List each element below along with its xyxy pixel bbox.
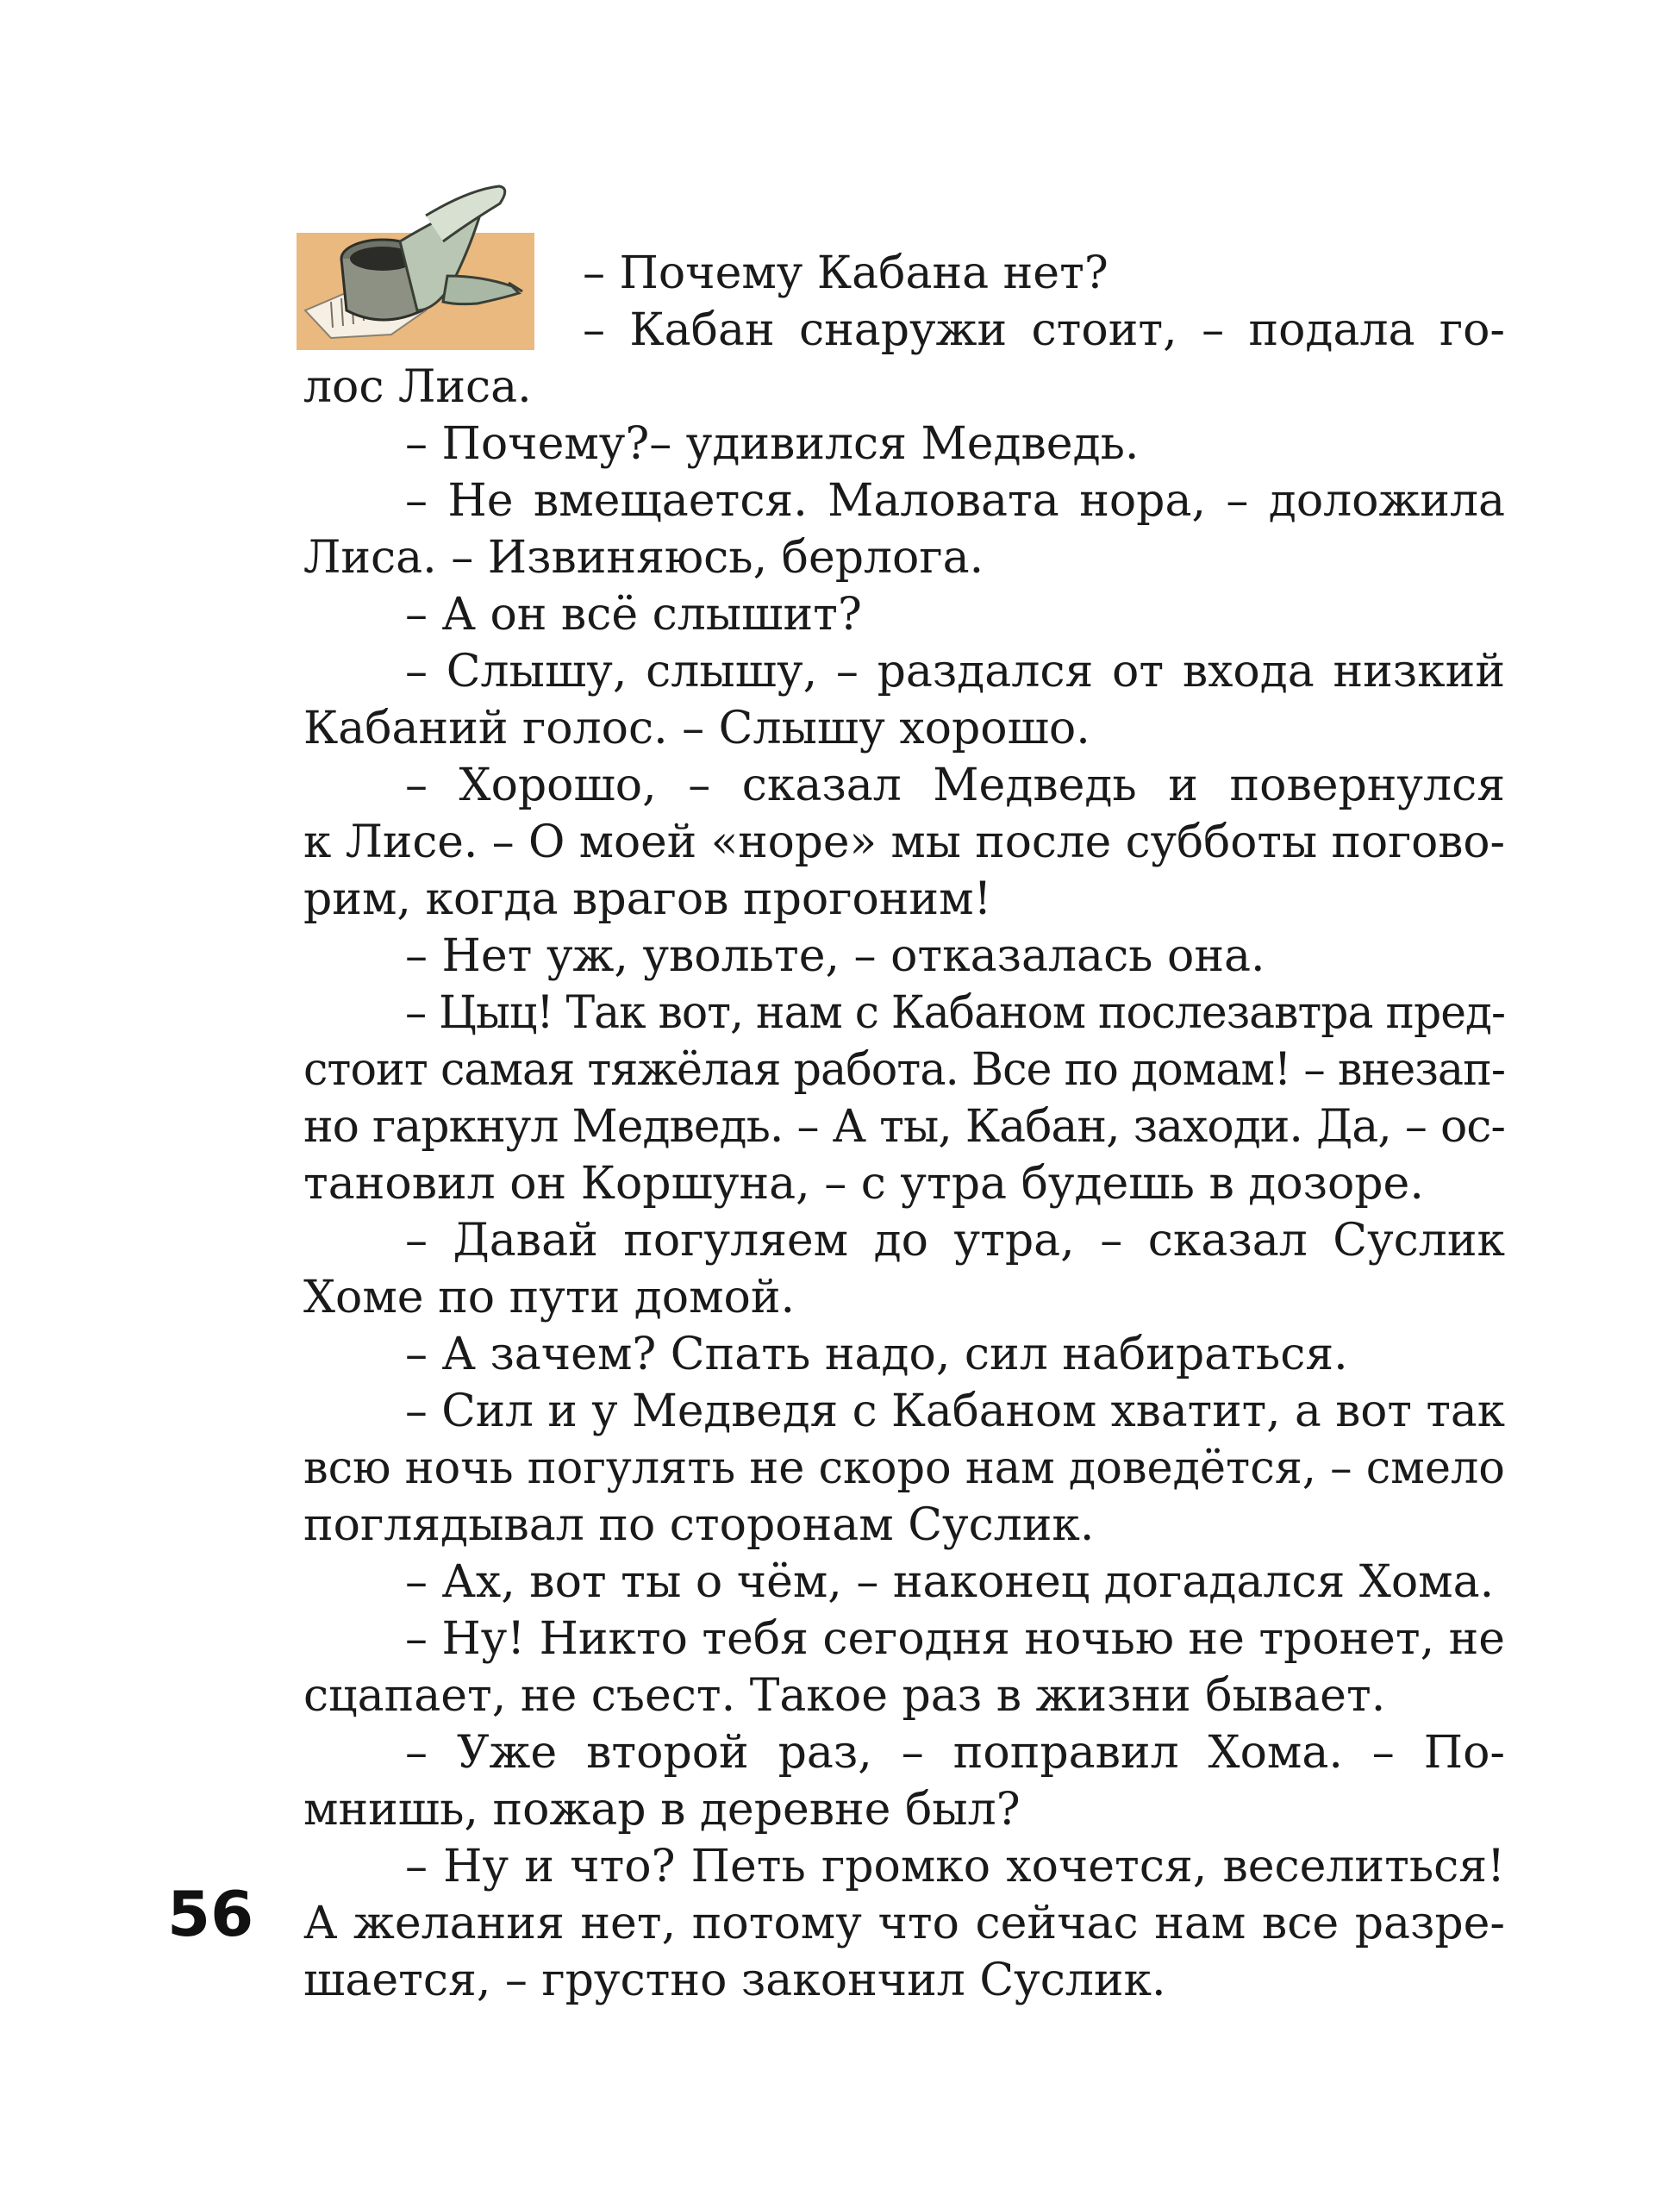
text-line: сцапает, не съест. Такое раз в жизни бывает.: [303, 1670, 1386, 1722]
text-line: – Нет уж, увольте, – отказалась она.: [405, 930, 1265, 982]
text-line: но гаркнул Медведь. – А ты, Кабан, заходи. Да, – ос-: [303, 1101, 1505, 1153]
text-line: Хоме по пути домой.: [303, 1272, 796, 1323]
text-line: – Слышу, слышу, – раздался от входа низкий: [405, 646, 1505, 698]
text-line: поглядывал по сторонам Суслик.: [303, 1499, 1095, 1551]
text-line: стоит самая тяжёлая работа. Все по домам! – внезап-: [303, 1044, 1506, 1096]
text-line: – Почему Кабана нет?: [583, 247, 1109, 299]
text-line: мнишь, пожар в деревне был?: [303, 1784, 1021, 1836]
text-line: лос Лиса.: [303, 361, 532, 413]
text-line: – Цыц! Так вот, нам с Кабаном послезавтра пред-: [405, 987, 1505, 1039]
text-line: – А он всё слышит?: [405, 589, 862, 641]
text-line: – Сил и у Медведя с Кабаном хватит, а вот так: [405, 1386, 1505, 1437]
inkwell-quill-paper-icon: [297, 181, 534, 350]
text-line: – Давай погуляем до утра, – сказал Суслик: [405, 1215, 1505, 1267]
text-line: Кабаний голос. – Слышу хорошо.: [303, 703, 1090, 754]
page-number: 56: [167, 1878, 254, 1950]
text-line: – А зачем? Спать надо, сил набираться.: [405, 1329, 1348, 1380]
text-line: рим, когда врагов прогоним!: [303, 873, 992, 925]
text-line: всю ночь погулять не скоро нам доведётся, – смело: [303, 1442, 1505, 1494]
text-line: А желания нет, потому что сейчас нам все разре-: [303, 1898, 1505, 1949]
text-line: – Ну и что? Петь громко хочется, веселиться!: [405, 1841, 1505, 1892]
text-line: – Кабан снаружи стоит, – подала го-: [583, 304, 1505, 356]
text-line: – Не вмещается. Маловата нора, – доложила: [405, 475, 1505, 527]
text-line: к Лисе. – О моей «норе» мы после субботы погово-: [303, 816, 1505, 868]
text-line: шается, – грустно закончил Суслик.: [303, 1955, 1166, 2006]
text-line: – Ну! Никто тебя сегодня ночью не тронет, не: [405, 1613, 1505, 1665]
text-line: – Уже второй раз, – поправил Хома. – По-: [405, 1727, 1505, 1779]
text-line: – Ах, вот ты о чём, – наконец догадался Хома.: [405, 1556, 1495, 1608]
text-line: Лиса. – Извиняюсь, берлога.: [303, 532, 984, 584]
text-line: тановил он Коршуна, – с утра будешь в дозоре.: [303, 1158, 1424, 1210]
text-line: – Хорошо, – сказал Медведь и повернулся: [405, 760, 1505, 811]
text-line: – Почему?– удивился Медведь.: [405, 418, 1140, 470]
